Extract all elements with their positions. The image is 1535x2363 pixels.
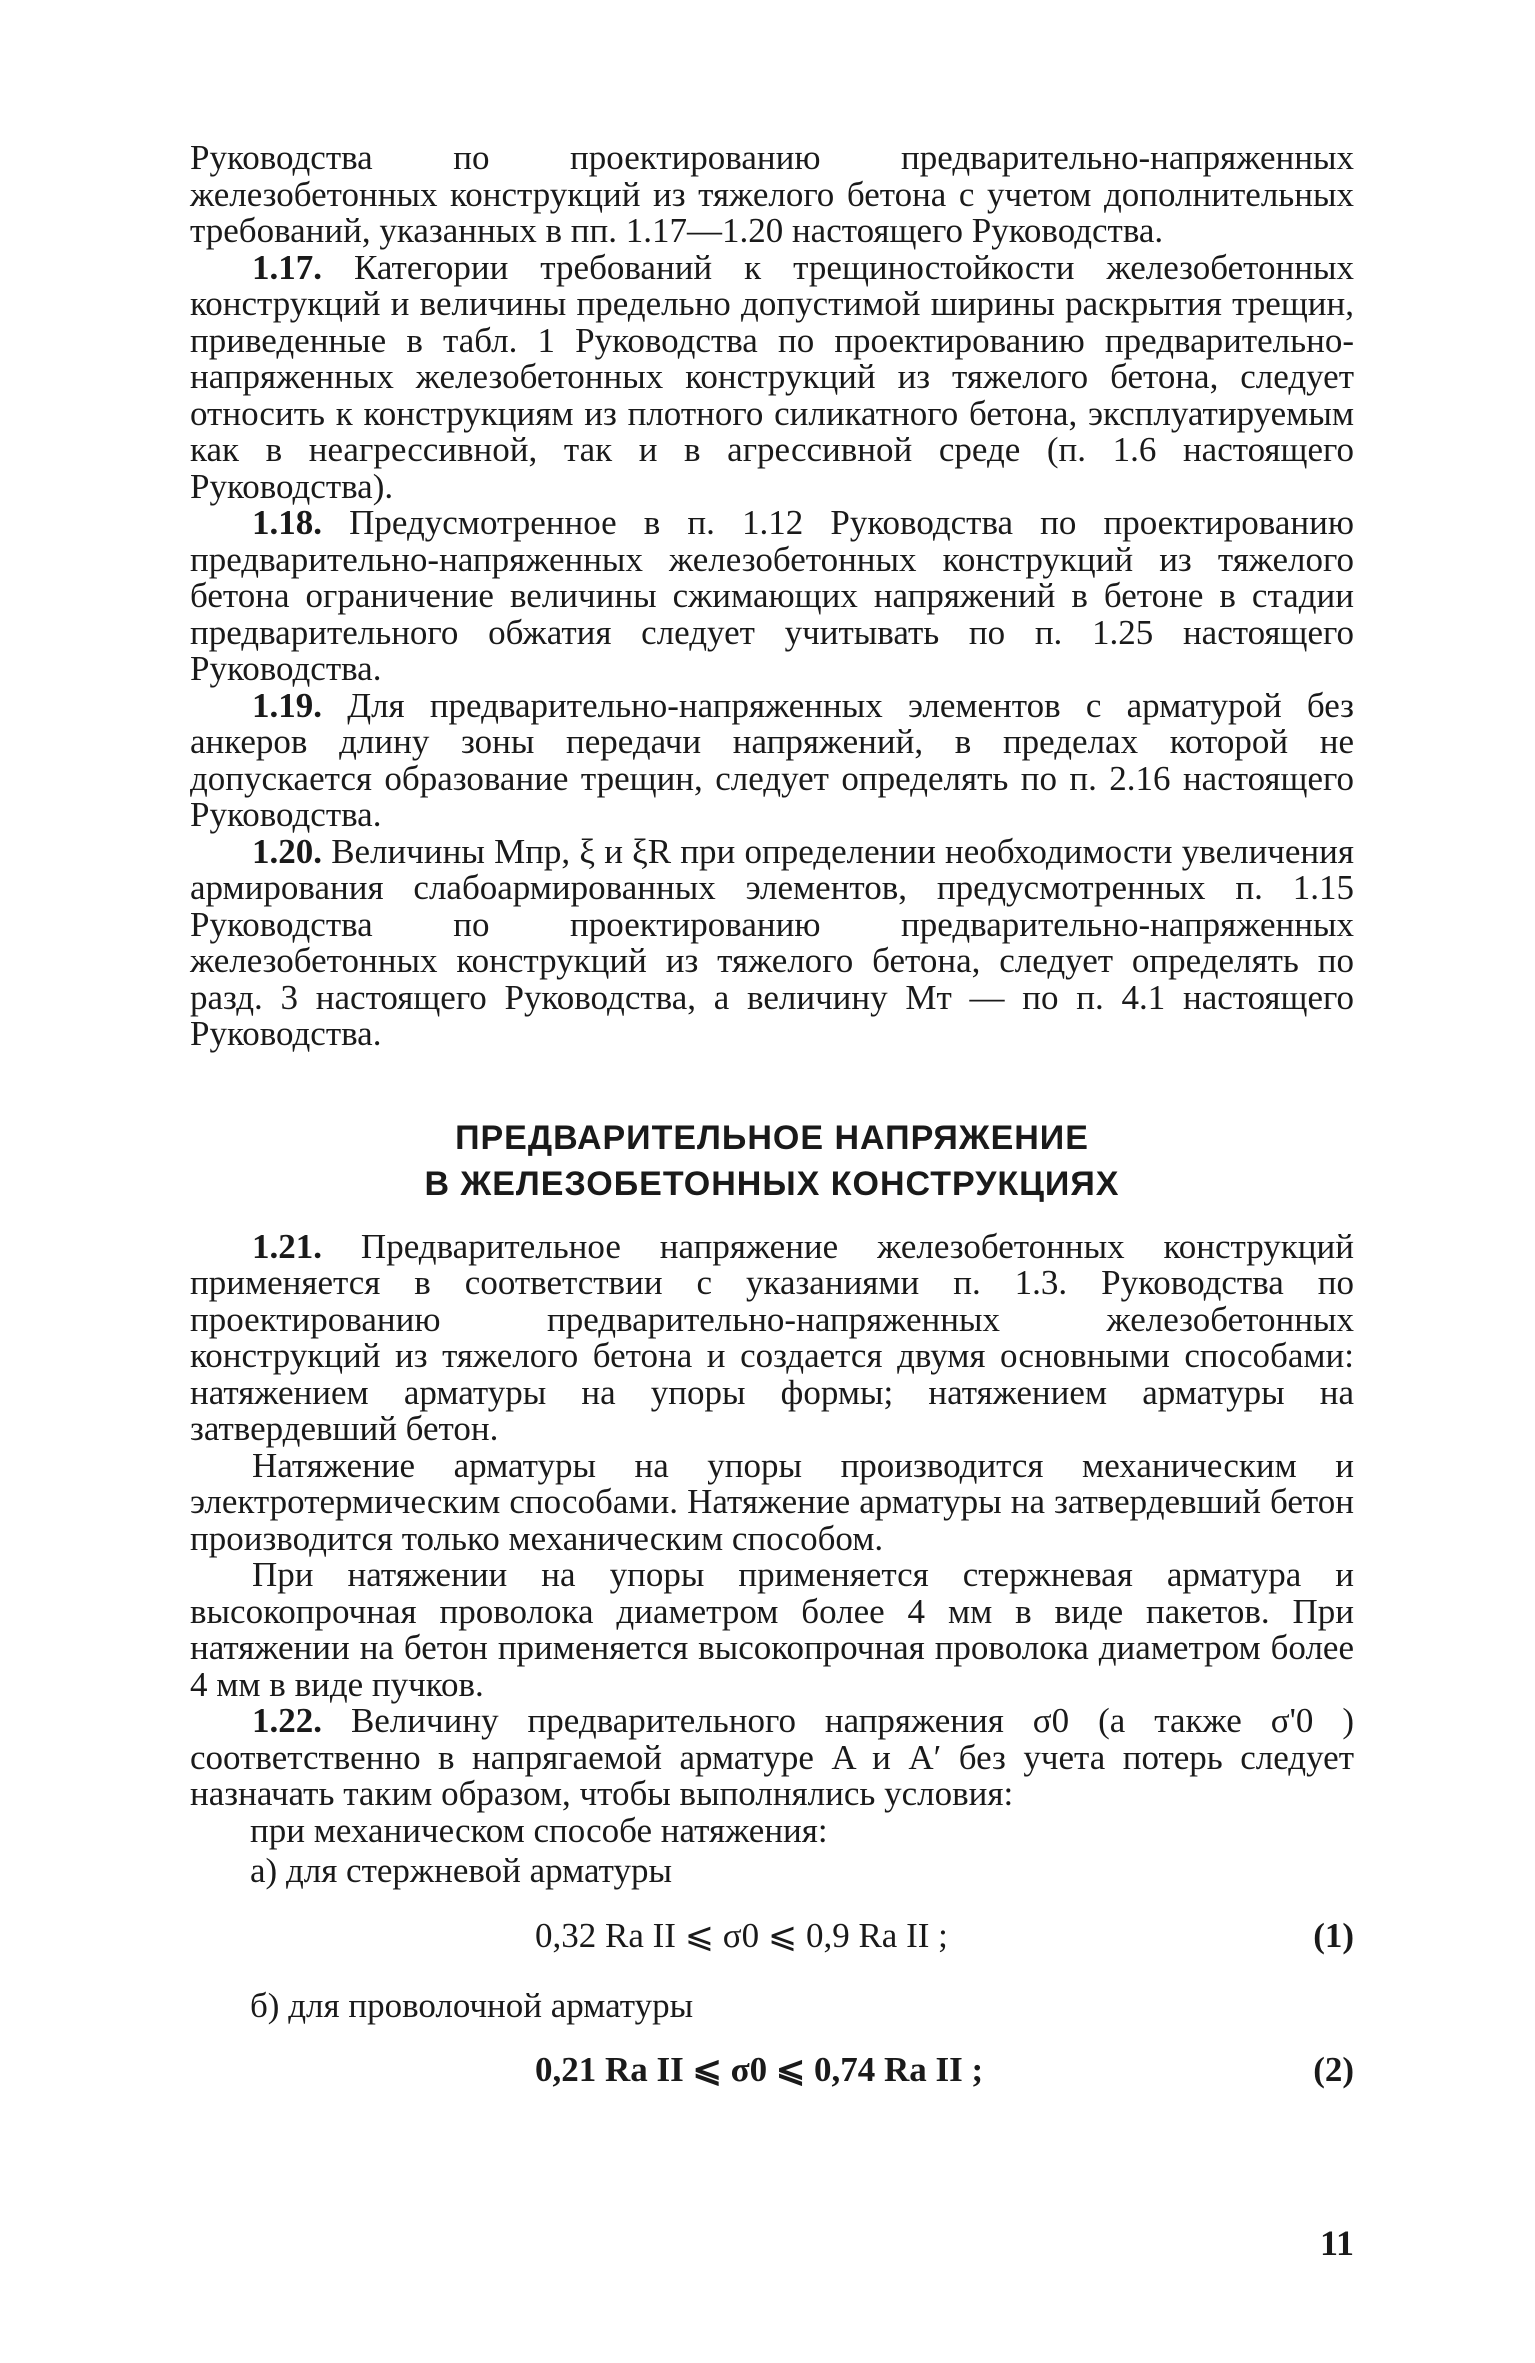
clause-number: 1.22. xyxy=(252,1701,322,1740)
formula-2-expression: 0,21 Rа II ⩽ σ0 ⩽ 0,74 Rа II ; xyxy=(535,2050,984,2089)
formula-1-expression: 0,32 Rа II ⩽ σ0 ⩽ 0,9 Rа II ; xyxy=(535,1915,948,1955)
clause-text: Величину предварительного напряжения σ0 (а также σ'0 ) соответственно в напрягаемой арматуре A и A′ без учета потерь следует назначать таким образом, чтобы выполнялись условия: xyxy=(190,1701,1354,1813)
clause-number: 1.20. xyxy=(252,831,322,871)
clause-number: 1.18. xyxy=(252,503,322,542)
clause-number: 1.17. xyxy=(252,247,322,287)
clause-text: Категории требований к трещиностойкости железобетонных конструкций и величины предельно допустимой ширины раскрытия трещин, приведенные в табл. 1 Руководства по проектированию предварительно-напряженных железобетонных конструкций из тяжелого бетона, следует относить к конструкциям из плотного силикатного бетона, эксплуатируемым как в неагрессивной, так и в агрессивной среде (п. 1.6 настоящего Руководства). xyxy=(190,247,1354,506)
formula-2-number: (2) xyxy=(1313,2050,1354,2089)
clause-text: Предварительное напряжение железобетонных конструкций применяется в соответствии с указаниями п. 1.3. Руководства по проектированию предварительно-напряженных железобетонных конструкций из тяжелого бетона и создается двумя основными способами: натяжением арматуры на упоры формы; натяжением арматуры на затвердевший бетон. xyxy=(190,1226,1354,1448)
clause-number: 1.21. xyxy=(252,1226,322,1266)
formula-2 xyxy=(190,2040,1354,2100)
formula-1 xyxy=(190,1906,1354,1966)
clause-text: Предусмотренное в п. 1.12 Руководства по проектированию предварительно-напряженных железобетонных конструкций из тяжелого бетона ограничение величины сжимающих напряжений в бетоне в стадии предварительного обжатия следует учитывать по п. 1.25 настоящего Руководства. xyxy=(190,503,1354,688)
section-heading xyxy=(190,1115,1354,1207)
section-heading-line-1: ПРЕДВАРИТЕЛЬНОЕ НАПРЯЖЕНИЕ xyxy=(455,1118,1089,1157)
item-a-label: а) для стержневой арматуры xyxy=(250,1851,673,1890)
page-number: 11 xyxy=(1319,2223,1354,2263)
paragraph-1-17 xyxy=(190,247,1354,506)
paragraph-1-20 xyxy=(190,831,1354,1053)
paragraph-1-22 xyxy=(190,1703,1354,1813)
paragraph-1-21-tension: Натяжение арматуры на упоры производится механическим и электротермическим способами. Натяжение арматуры на затвердевший бетон производится только механическим способом. xyxy=(190,1445,1354,1558)
paragraph-intro: Руководства по проектированию предварительно-напряженных железобетонных конструкций из тяжелого бетона с учетом дополнительных требований, указанных в пп. 1.17—1.20 настоящего Руководства. xyxy=(190,138,1354,250)
page-content xyxy=(190,138,1354,2263)
paragraph-1-19 xyxy=(190,685,1354,834)
paragraph-1-21 xyxy=(190,1226,1354,1448)
clause-text: Величины Mпр, ξ и ξR при определении необходимости увеличения армирования слабоармированных элементов, предусмотренных п. 1.15 Руководства по проектированию предварительно-напряженных железобетонных конструкций из тяжелого бетона, следует определять по разд. 3 настоящего Руководства, а величину Mт — по п. 4.1 настоящего Руководства. xyxy=(190,831,1354,1053)
section-heading-line-2: В ЖЕЛЕЗОБЕТОННЫХ КОНСТРУКЦИЯХ xyxy=(424,1164,1120,1203)
paragraph-1-21-reinforcement: При натяжении на упоры применяется стержневая арматура и высокопрочная проволока диаметром более 4 мм в виде пакетов. При натяжении на бетон применяется высокопрочная проволока диаметром более 4 мм в виде пучков. xyxy=(190,1555,1354,1704)
clause-number: 1.19. xyxy=(252,685,322,725)
clause-text: Для предварительно-напряженных элементов с арматурой без анкеров длину зоны передачи напряжений, в пределах которой не допускается образование трещин, следует определять по п. 2.16 настоящего Руководства. xyxy=(190,685,1354,834)
mechanical-method-label: при механическом способе натяжения: xyxy=(250,1810,828,1850)
paragraph-1-18 xyxy=(190,505,1354,688)
item-b-label: б) для проволочной арматуры xyxy=(250,1985,694,2025)
formula-1-number: (1) xyxy=(1313,1915,1354,1955)
